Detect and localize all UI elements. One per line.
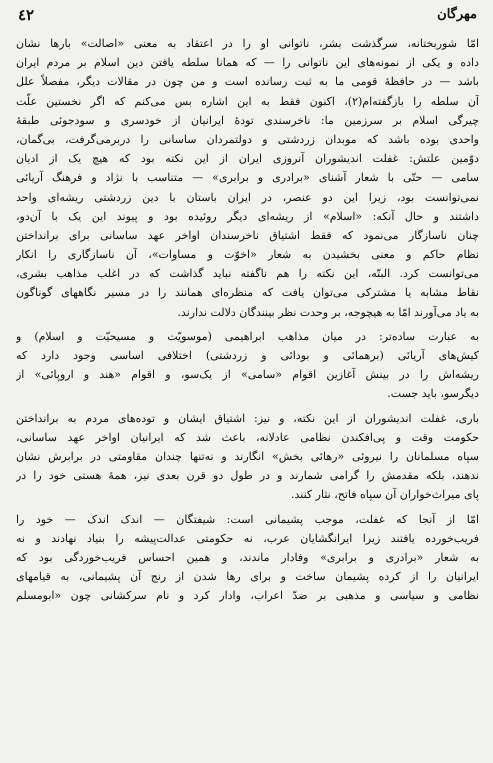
text-line: دوّمین علتش: غفلت اندیشوران آنروزی ایران از این نکته بود که هیچ یک از ادیان xyxy=(16,152,479,166)
text-line: به یاد می‌آورند امّا به هیچوجه، بر وحدت نظر بینندگان دلالت ندارند. xyxy=(177,305,479,319)
text-line: به عبارت ساده‌تر: در میان مذاهب ابراهیمی (موسویّت و مسیحیّت و اسلام) و xyxy=(16,329,479,343)
text-line: نظامی و سیاسی و مذهبی بر ضدّ اعراب، وادار کرد و نام سرکشانی چون «ابومسلم xyxy=(16,589,479,603)
text-line: به شعار «برادری و برابری» وفادار ماندند، و همین احساس فریب‌خوردگی بود که xyxy=(16,550,479,564)
text-line: نظام حاکم و معنی بخشیدن به شعار «اخوّت و مساوات»، آن ناسازگاری را انکار xyxy=(16,248,479,262)
text-line: آن سلطه را بازگفته‌ام(۲)، اکنون فقط به این اشاره بس می‌کنم که اگر نخستین علّت xyxy=(16,94,479,108)
text-line: داده و یکی از نمونه‌های این ناتوانی را — که همانا سلطه یافتن دین اسلام بر مردم ایران xyxy=(16,56,479,70)
text-line: فریب‌خورده یافتند زیرا ایرانگشایان عرب، نه حکومتی عدالت‌پیشه را بنیاد نهادند و نه xyxy=(16,531,479,545)
page-number: ٤٢ xyxy=(18,6,35,24)
text-line: واحدی بوده باشد که موبدان زردشتی و دولتمردان ساسانی را دربرمی‌گرفت، بی‌گمان، xyxy=(16,132,479,146)
running-title: مهرگان xyxy=(437,7,477,22)
text-line: پای میراث‌خواران آن سپاه فاتح، نثار کنند. xyxy=(291,488,479,502)
text-line: ندهند، بلکه مقدمش را گرامی شمارند و در طول دو قرن بعدی نیز، همهٔ هستی خود را در xyxy=(16,469,479,483)
text-line: دیگرسو، باید جست. xyxy=(387,387,479,401)
paragraph xyxy=(16,510,479,606)
paragraph xyxy=(16,34,479,322)
text-line: سامی — حتّی با شعار آشنای «برادری و برابری» — متناسب با نژاد و فرهنگ آریائی xyxy=(16,171,479,185)
text-line: نقاط مشابه یا مشترکی می‌توان یافت که منظره‌ای همانند را در مسیر نگاههای گوناگون xyxy=(16,286,479,300)
text-line: داشتند و حال آنکه: «اسلام» از ریشه‌ای دیگر روئیده بود و پیوند این یک با آن‌دو، xyxy=(16,209,479,223)
text-line: امّا از آنجا که غفلت، موجب پشیمانی است: شیفتگان — اندک اندک — خود را xyxy=(16,512,479,526)
text-line: ایرانیان را از کرده پشیمان ساخت و برای رها شدن از رنج آن پشیمانی، به قیامهای xyxy=(16,570,479,584)
text-line: کیش‌های آریائی (برهمائی و بودائی و زردشتی) اختلافی اساسی وجود دارد که xyxy=(16,349,479,362)
text-line: ریشه‌اش را در بینش آغازین اقوام «سامی» از یک‌سو، و اقوام «هند و اروپائی» از xyxy=(16,368,479,382)
text-line: باری، غفلت اندیشوران از این نکته، و نیز: اشتیاق ایشان و توده‌های مردم به برانداختن xyxy=(16,411,479,425)
text-line: سپاه مسلمانان را نیروئی «رهائی بخش» انگارند و نه‌تنها چندان مقاومتی در برابرش نشان xyxy=(16,449,479,463)
text-line: می‌توانست کرد. البتّه، این نکته را هم ناگفته نباید گذاشت که در اغلب مذاهب بشری، xyxy=(16,267,479,281)
paragraph xyxy=(16,327,479,404)
page-header xyxy=(14,6,479,28)
text-line: چیرگی اسلام بر سرزمین ما: ناخرسندی تودهٔ ایرانیان از خودسری و سودجوئی طبقهٔ xyxy=(16,113,479,127)
text-line: حکومت وقت و پی‌افکندن نظامی عادلانه، باعث شد که ایرانیان اواخر عهد ساسانی، xyxy=(16,430,479,444)
text-line: باشد — در حافظهٔ قومی ما به ثبت رسانده است و من چون در مقالات دیگر، مفصلاً علل xyxy=(16,75,479,89)
text-line: امّا شوربختانه، سرگذشت بشر، ناتوانی او را در اعتقاد به معنی «اصالت» بارها نشان xyxy=(16,37,479,50)
body-text xyxy=(16,34,479,605)
text-line: چنان ناسازگار می‌نمود که فقط اشتیاق ناخرسندان اواخر عهد ساسانی برای برانداختن xyxy=(16,228,479,242)
paragraph xyxy=(16,409,479,505)
text-line: نمی‌توانست بود، زیرا این دو عنصر، در ایران باستان با دین زردشتی ریشه‌ای واحد xyxy=(16,190,479,204)
